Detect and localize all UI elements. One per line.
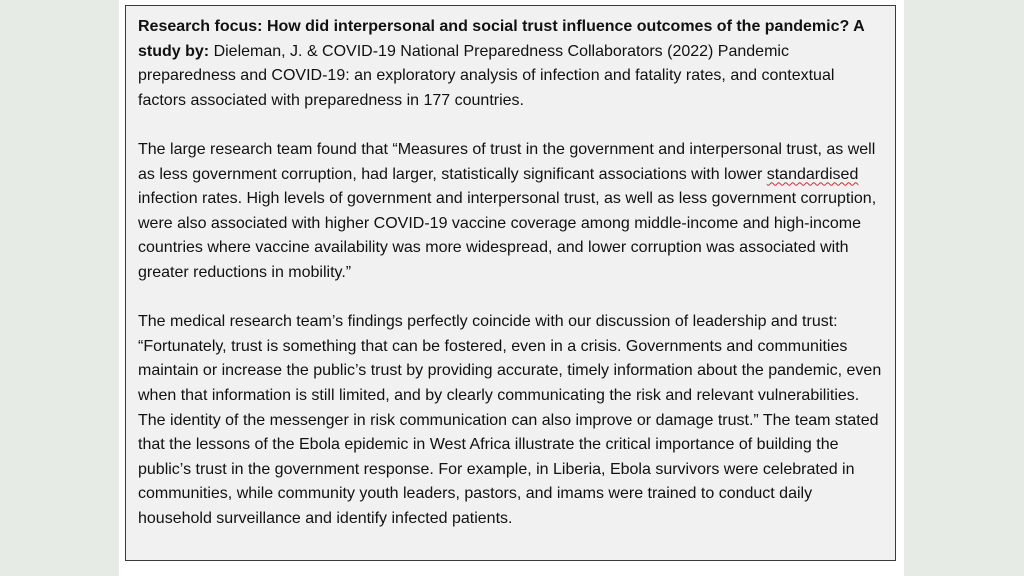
discussion-text: The medical research team’s findings perfectly coincide with our discussion of leadership and trust: “Fortunately, trust is something that can be fostered, even in a crisis. Governments and communities maintain or increase the public’s trust by providing accurate, timely information about the pandemic, even when that information is still limited, and by clearly communicating the risk and relevant vulnerabilities. The identity of the messenger in risk communication can also improve or damage trust.” The team stated that the lessons of the Ebola epidemic in West Africa illustrate the critical importance of building the public’s trust in the government response. For example, in Liberia, Ebola survivors were celebrated in communities, while community youth leaders, pastors, and imams were trained to conduct daily household surveillance and identify infected patients. xyxy=(138,313,882,527)
citation-text: Dieleman, J. & COVID-19 National Preparedness Collaborators (2022) Pandemic preparedness and COVID-19: an exploratory analysis of infection and fatality rates, and contextual factors associated with preparedness in 177 countries. xyxy=(138,42,835,109)
slide xyxy=(119,0,904,576)
paragraph-discussion xyxy=(138,310,883,531)
paragraph-research-focus xyxy=(138,15,883,113)
text-box xyxy=(125,5,896,561)
paragraph-findings xyxy=(138,138,883,286)
spellcheck-flagged-word: standardised xyxy=(766,165,859,183)
findings-text-end: infection rates. High levels of government and interpersonal trust, as well as less government corruption, were also associated with higher COVID-19 vaccine coverage among middle-income and high-income countries where vaccine availability was more widespread, and lower corruption was associated with greater reductions in mobility.” xyxy=(138,190,877,281)
findings-text-start: The large research team found that “Measures of trust in the government and interpersonal trust, as well as less government corruption, had larger, statistically significant associations with lower xyxy=(138,140,876,183)
research-focus-heading: Research focus: How did interpersonal and social trust influence outcomes of the pandemic? A study by: xyxy=(138,18,865,60)
